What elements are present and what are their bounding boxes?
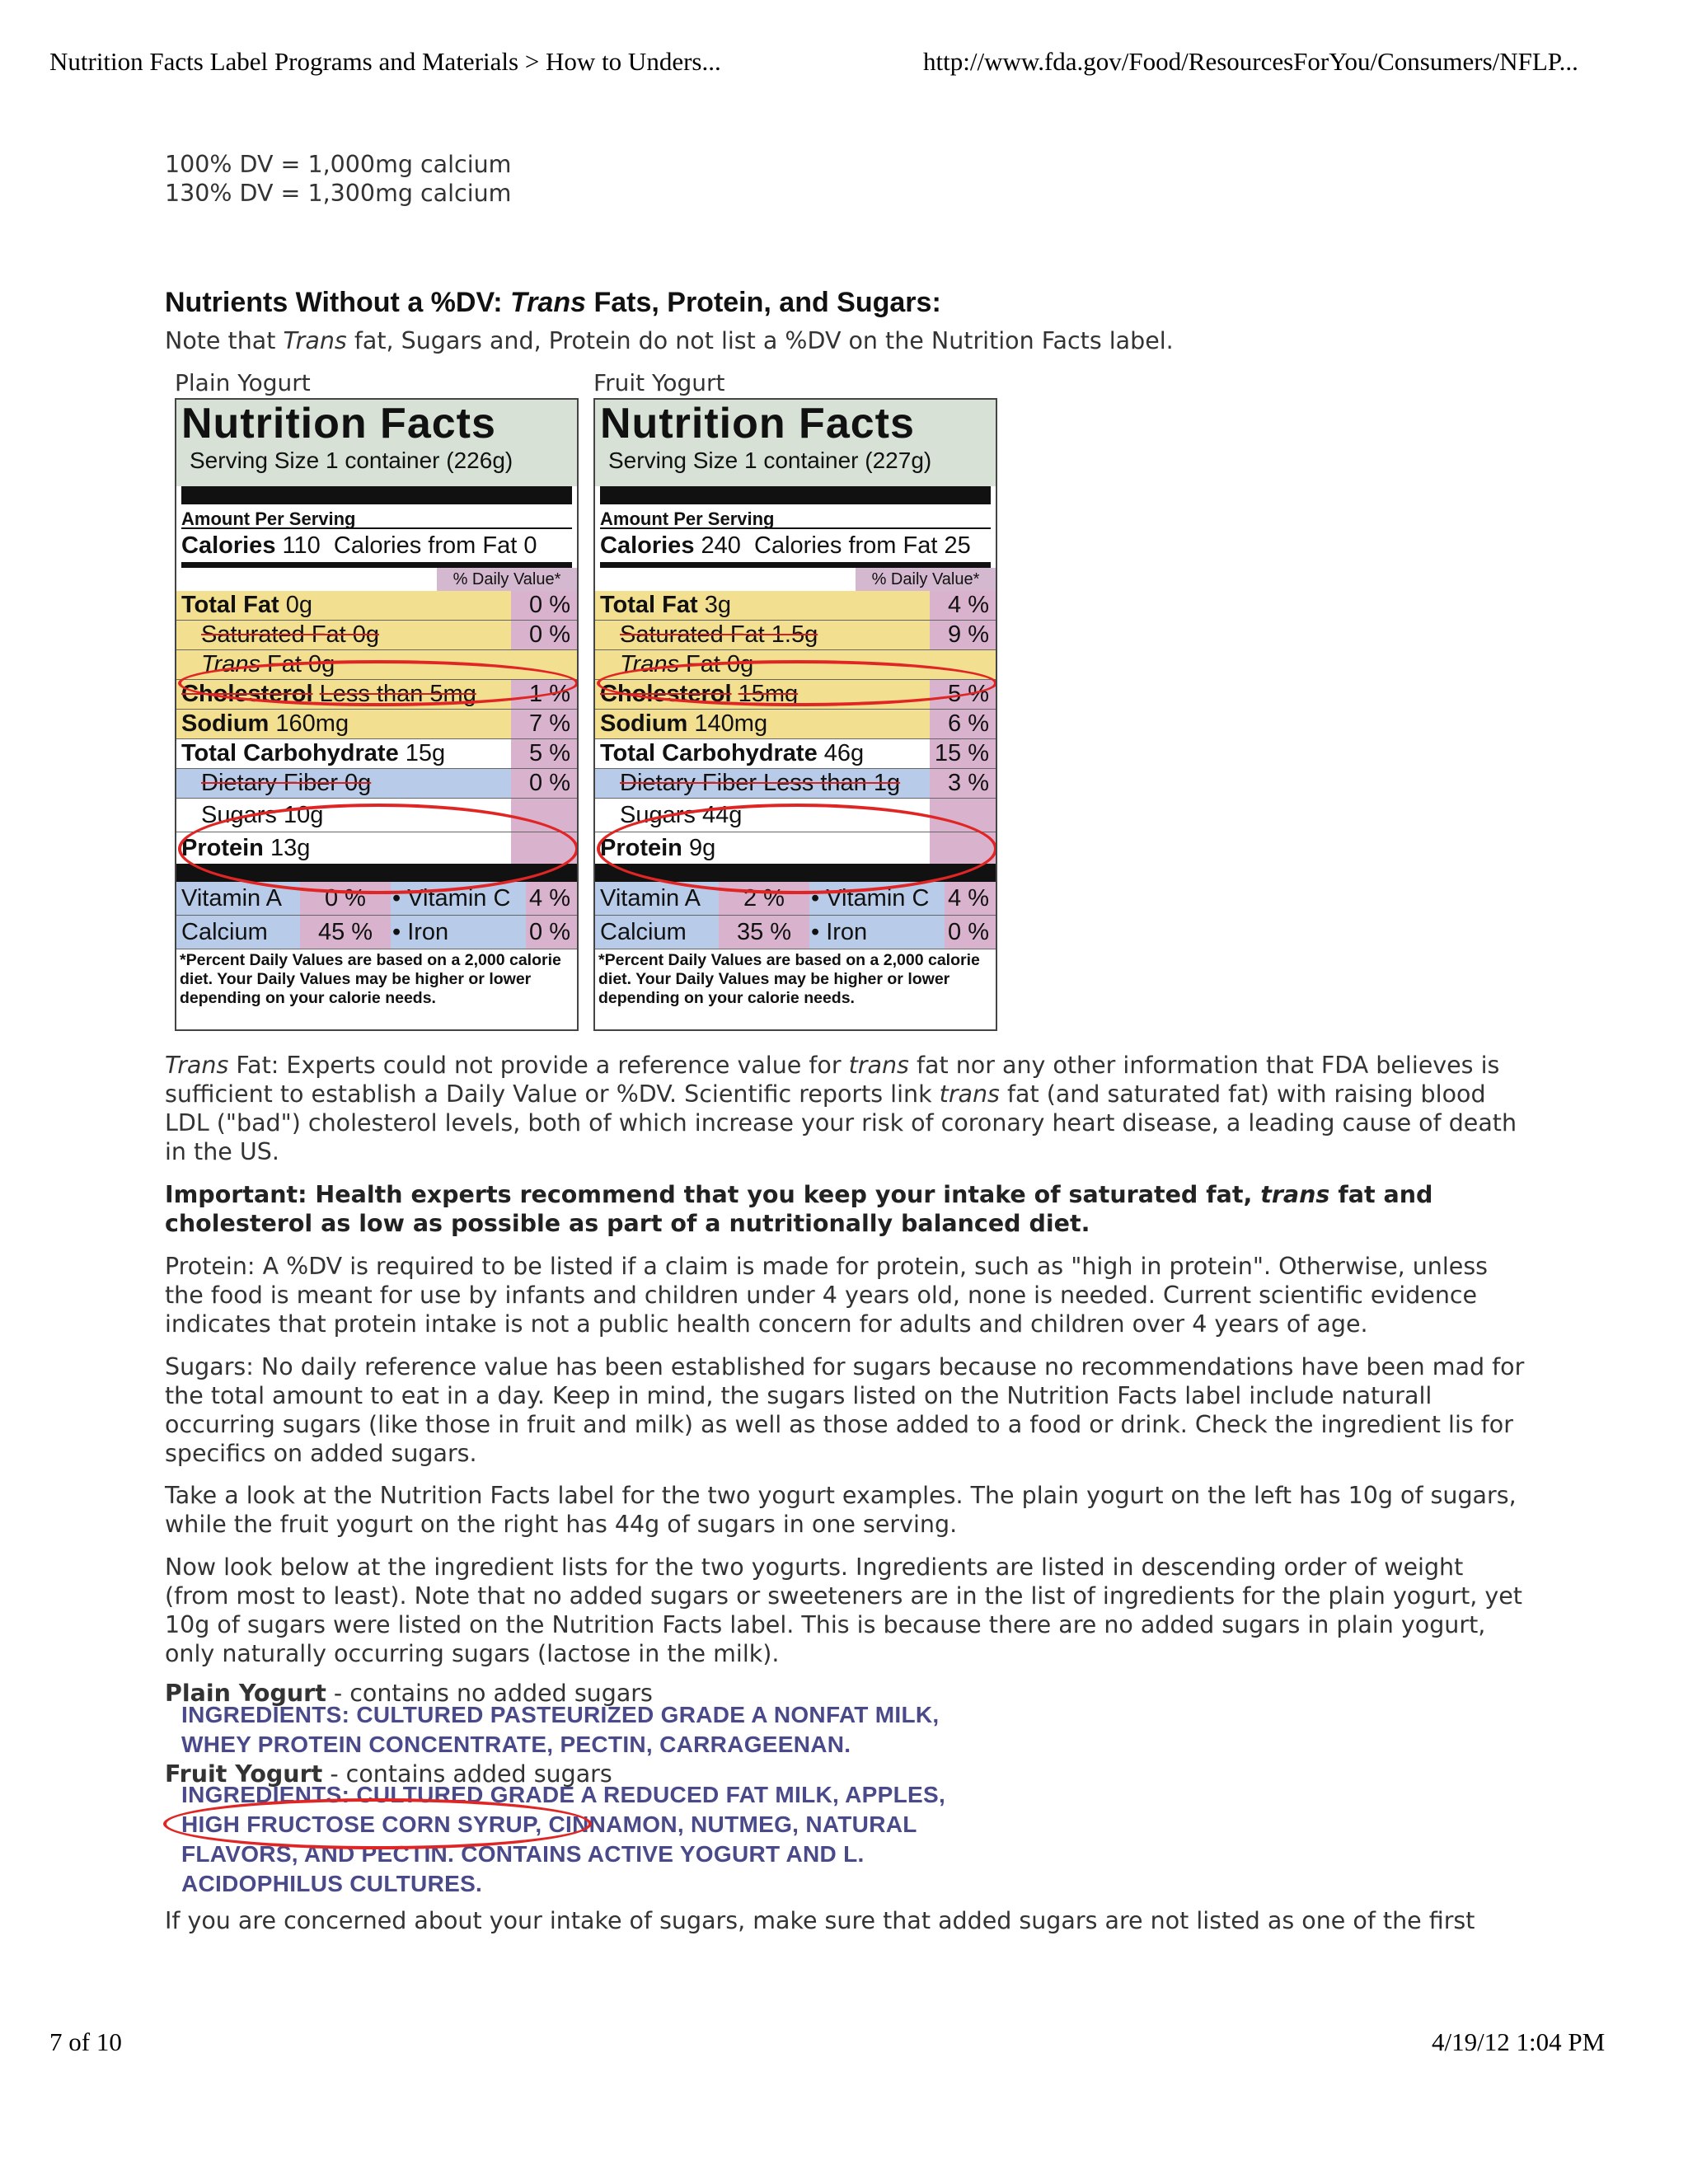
protein-row: Protein 13g: [176, 832, 577, 864]
fruit-yogurt-ingredients: INGREDIENTS: CULTURED GRADE A REDUCED FAT MILK, APPLES, HIGH FRUCTOSE CORN SYRUP, CINNAMON, NUTMEG, NATURAL FLAVORS, AND PECTIN. CONTAINS ACTIVE YOGURT AND L. ACIDOPHILUS CULTURES.: [181, 1782, 946, 1896]
sodium-row: Sodium 160mg 7 %: [176, 710, 577, 739]
amount-per-serving: Amount Per Serving: [600, 504, 991, 529]
page-number: 7 of 10: [49, 2027, 122, 2056]
cholesterol-row: Cholesterol Less than 5mg 1 %: [176, 680, 577, 710]
fruit-yogurt-ingredients-heading: Fruit Yogurt - contains added sugars: [165, 1760, 612, 1788]
label-footnote: *Percent Daily Values are based on a 2,000 calorie diet. Your Daily Values may be higher or lower depending on your calorie needs.: [180, 951, 561, 1007]
ingredient-list-paragraph: Now look below at the ingredient lists for the two yogurts. Ingredients are listed in descending order of weight (from most to least). Note that no added sugars or sweeteners are in the list of ingredients for the plain yogurt, yet 10g of sugars were listed on the Nutrition Facts label. This is because there are no added sugars in plain yogurt, only naturally occurring sugars (lactose in the milk).: [165, 1554, 1522, 1667]
sugars-concern-paragraph: If you are concerned about your intake of sugars, make sure that added sugars are not listed as one of the first: [165, 1907, 1475, 1934]
serving-size: Serving Size 1 container (227g): [608, 448, 932, 473]
fiber-row: Dietary Fiber 0g 0 %: [176, 769, 577, 799]
yogurt-comparison-paragraph: Take a look at the Nutrition Facts label for the two yogurt examples. The plain yogurt on the left has 10g of sugars, while the fruit yogurt on the right has 44g of sugars in one serving.: [165, 1482, 1517, 1538]
saturated-fat-row: Saturated Fat 0g 0 %: [176, 621, 577, 650]
label-title: Nutrition Facts: [181, 400, 496, 448]
trans-fat-paragraph: Trans Fat: Experts could not provide a reference value for trans fat nor any other information that FDA believes is sufficient to establish a Daily Value or %DV. Scientific reports link trans fat (and saturated fat) with raising blood LDL ("bad") cholesterol levels, both of which increase your risk of coronary heart disease, a leading cause of death in the US.: [165, 1052, 1517, 1165]
saturated-fat-row: Saturated Fat 1.5g 9 %: [595, 621, 996, 650]
plain-yogurt-ingredients-heading: Plain Yogurt - contains no added sugars: [165, 1680, 653, 1707]
protein-row: Protein 9g: [595, 832, 996, 864]
vitamin-row: Vitamin A 2 % • Vitamin C 4 %: [595, 882, 996, 916]
plain-yogurt-nutrition-label: [175, 398, 579, 1031]
print-date: 4/19/12 1:04 PM: [1432, 2027, 1606, 2056]
fruit-yogurt-caption: Fruit Yogurt: [593, 369, 725, 396]
serving-size: Serving Size 1 container (226g): [190, 448, 513, 473]
cholesterol-row: Cholesterol 15mg 5 %: [595, 680, 996, 710]
fruit-yogurt-nutrition-label: [593, 398, 997, 1031]
fiber-row: Dietary Fiber Less than 1g 3 %: [595, 769, 996, 799]
important-paragraph: Important: Health experts recommend that you keep your intake of saturated fat, trans fat and cholesterol as low as possible as part of a nutritionally balanced diet.: [165, 1181, 1433, 1237]
calcium-line-130: 130% DV = 1,300mg calcium: [165, 180, 512, 207]
calories-row: Calories 240 Calories from Fat 25: [600, 529, 991, 568]
carbohydrate-row: Total Carbohydrate 46g 15 %: [595, 739, 996, 769]
trans-fat-row: Trans Fat 0g: [595, 650, 996, 680]
page-header-title: Nutrition Facts Label Programs and Materials > How to Unders...: [49, 47, 721, 76]
total-fat-row: Total Fat 3g 4 %: [595, 591, 996, 621]
carbohydrate-row: Total Carbohydrate 15g 5 %: [176, 739, 577, 769]
sugars-row: Sugars 44g: [595, 799, 996, 832]
total-fat-row: Total Fat 0g 0 %: [176, 591, 577, 621]
sugars-paragraph: Sugars: No daily reference value has been established for sugars because no recommendations have been mad for the total amount to eat in a day. Keep in mind, the sugars listed on the Nutrition Facts label include naturall occurring sugars (like those in fruit and milk) as well as those added to a food or drink. Check the ingredient lis for specifics on added sugars.: [165, 1353, 1525, 1467]
sugars-row: Sugars 10g: [176, 799, 577, 832]
page-header-url: http://www.fda.gov/Food/ResourcesForYou/Consumers/NFLP...: [923, 47, 1578, 76]
sodium-row: Sodium 140mg 6 %: [595, 710, 996, 739]
vitamin-row: Vitamin A 0 % • Vitamin C 4 %: [176, 882, 577, 916]
amount-per-serving: Amount Per Serving: [181, 504, 572, 529]
calcium-line-100: 100% DV = 1,000mg calcium: [165, 151, 512, 178]
dv-header: % Daily Value*: [595, 568, 996, 591]
mineral-row: Calcium 35 % • Iron 0 %: [595, 916, 996, 949]
mineral-row: Calcium 45 % • Iron 0 %: [176, 916, 577, 949]
calories-row: Calories 110 Calories from Fat 0: [181, 529, 572, 568]
dv-header: % Daily Value*: [176, 568, 577, 591]
label-footnote: *Percent Daily Values are based on a 2,000 calorie diet. Your Daily Values may be higher or lower depending on your calorie needs.: [598, 951, 980, 1007]
section-note: Note that Trans fat, Sugars and, Protein do not list a %DV on the Nutrition Facts label.: [165, 327, 1174, 354]
protein-paragraph: Protein: A %DV is required to be listed if a claim is made for protein, such as "high in protein". Otherwise, unless the food is meant for use by infants and children under 4 years old, none is needed. Current scientific evidence indicates that protein intake is not a public health concern for adults and children over 4 years of age.: [165, 1253, 1489, 1338]
trans-fat-row: Trans Fat 0g: [176, 650, 577, 680]
plain-yogurt-caption: Plain Yogurt: [175, 369, 311, 396]
plain-yogurt-ingredients: INGREDIENTS: CULTURED PASTEURIZED GRADE A NONFAT MILK, WHEY PROTEIN CONCENTRATE, PECTIN, CARRAGEENAN.: [181, 1702, 940, 1757]
section-heading: Nutrients Without a %DV: Trans Fats, Protein, and Sugars:: [165, 287, 941, 318]
label-title: Nutrition Facts: [600, 400, 915, 448]
